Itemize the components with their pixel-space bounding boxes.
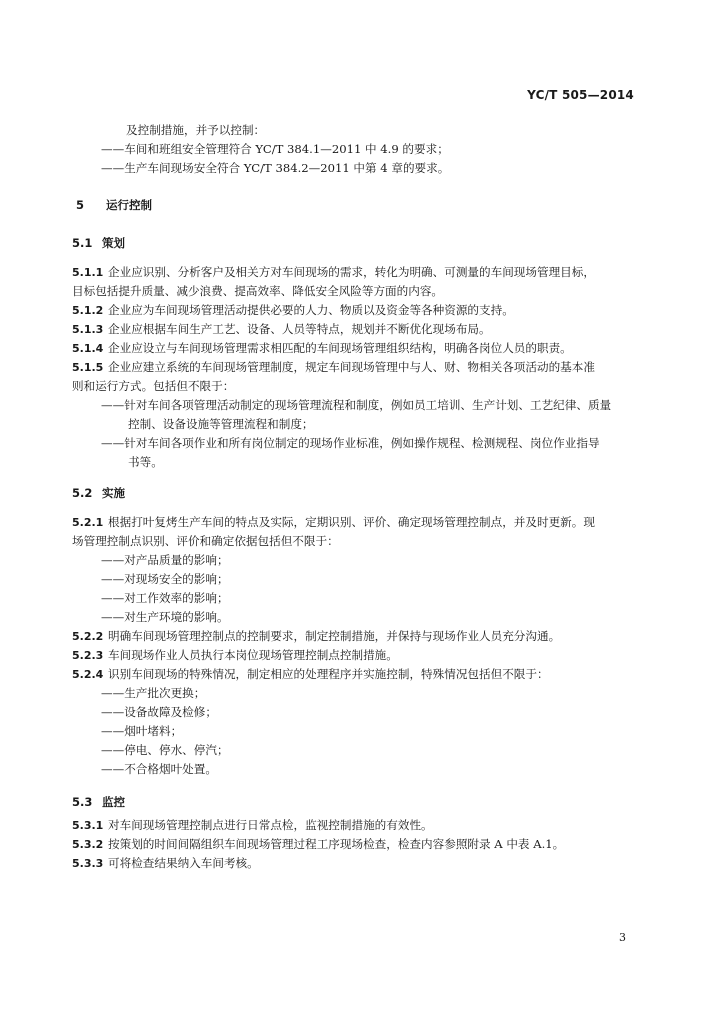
list-item: ——烟叶堵料； bbox=[101, 724, 183, 738]
clause-5-2-2 bbox=[72, 627, 634, 646]
clause-5-1-1 bbox=[72, 263, 634, 282]
intro-line: 及控制措施，并予以控制： bbox=[126, 123, 266, 137]
list-item: ——对生产环境的影响。 bbox=[101, 610, 229, 624]
clause-text: 明确车间现场管理控制点的控制要求，制定控制措施，并保持与现场作业人员充分沟通。 bbox=[108, 629, 561, 643]
clause-continuation: 场管理控制点识别、评价和确定依据包括但不限于： bbox=[72, 534, 339, 548]
clause-5-3-2 bbox=[72, 835, 634, 854]
clause-5-2-1 bbox=[72, 513, 634, 532]
section-5-2-heading bbox=[72, 484, 125, 503]
section-title: 策划 bbox=[102, 236, 125, 250]
section-title: 实施 bbox=[102, 486, 125, 500]
clause-number: 5.3.2 bbox=[72, 838, 104, 851]
clause-text: 可将检查结果纳入车间考核。 bbox=[108, 856, 259, 870]
page-number: 3 bbox=[619, 931, 626, 944]
clause-number: 5.1.3 bbox=[72, 323, 104, 336]
clause-number: 5.3.3 bbox=[72, 857, 104, 870]
list-item: ——对工作效率的影响； bbox=[101, 591, 229, 605]
clause-5-1-3 bbox=[72, 320, 634, 339]
section-5-3-heading bbox=[72, 793, 125, 812]
clause-5-3-3 bbox=[72, 854, 634, 873]
list-item: ——不合格烟叶处置。 bbox=[101, 762, 217, 776]
section-number: 5 bbox=[76, 198, 85, 212]
list-item: ——针对车间各项作业和所有岗位制定的现场作业标准，例如操作规程、检测规程、岗位作业指导 bbox=[101, 436, 600, 450]
section-5-1-heading bbox=[72, 234, 125, 253]
list-item-continuation: 控制、设备设施等管理流程和制度； bbox=[128, 417, 314, 431]
section-5-heading bbox=[76, 196, 152, 215]
clause-5-2-4 bbox=[72, 665, 634, 684]
clause-5-2-3 bbox=[72, 646, 634, 665]
clause-number: 5.2.2 bbox=[72, 630, 104, 643]
clause-text: 企业应根据车间生产工艺、设备、人员等特点，规划并不断优化现场布局。 bbox=[108, 322, 491, 336]
clause-text: 车间现场作业人员执行本岗位现场管理控制点控制措施。 bbox=[108, 648, 398, 662]
clause-continuation: 目标包括提升质量、减少浪费、提高效率、降低安全风险等方面的内容。 bbox=[72, 284, 444, 298]
clause-text: 对车间现场管理控制点进行日常点检，监视控制措施的有效性。 bbox=[108, 818, 433, 832]
clause-5-3-1 bbox=[72, 816, 634, 835]
intro-bullet: ——生产车间现场安全符合 YC/T 384.2—2011 中第 4 章的要求。 bbox=[101, 161, 450, 175]
list-item: ——生产批次更换； bbox=[101, 686, 206, 700]
clause-text: 企业应为车间现场管理活动提供必要的人力、物质以及资金等各种资源的支持。 bbox=[108, 303, 514, 317]
clause-text: 企业应设立与车间现场管理需求相匹配的车间现场管理组织结构，明确各岗位人员的职责。 bbox=[108, 341, 572, 355]
clause-number: 5.1.4 bbox=[72, 342, 104, 355]
clause-number: 5.2.4 bbox=[72, 668, 104, 681]
clause-number: 5.3.1 bbox=[72, 819, 104, 832]
list-item: ——对现场安全的影响； bbox=[101, 572, 229, 586]
section-title: 监控 bbox=[102, 795, 125, 809]
clause-text: 根据打叶复烤生产车间的特点及实际，定期识别、评价、确定现场管理控制点，并及时更新。现 bbox=[108, 515, 595, 529]
clause-5-1-4 bbox=[72, 339, 634, 358]
section-title: 运行控制 bbox=[106, 198, 152, 212]
clause-number: 5.2.1 bbox=[72, 516, 104, 529]
standard-code-header: YC/T 505—2014 bbox=[527, 88, 634, 102]
list-item: ——对产品质量的影响； bbox=[101, 553, 229, 567]
list-item: ——停电、停水、停汽； bbox=[101, 743, 229, 757]
clause-continuation: 则和运行方式。包括但不限于： bbox=[72, 379, 235, 393]
intro-bullet: ——车间和班组安全管理符合 YC/T 384.1—2011 中 4.9 的要求； bbox=[101, 142, 449, 156]
section-number: 5.3 bbox=[72, 795, 93, 809]
list-item: ——针对车间各项管理活动制定的现场管理流程和制度，例如员工培训、生产计划、工艺纪律、质量 bbox=[101, 398, 612, 412]
clause-5-1-2 bbox=[72, 301, 634, 320]
section-number: 5.2 bbox=[72, 486, 93, 500]
list-item-continuation: 书等。 bbox=[128, 455, 163, 469]
clause-number: 5.1.2 bbox=[72, 304, 104, 317]
clause-text: 企业应识别、分析客户及相关方对车间现场的需求，转化为明确、可测量的车间现场管理目标， bbox=[108, 265, 595, 279]
section-number: 5.1 bbox=[72, 236, 93, 250]
clause-number: 5.2.3 bbox=[72, 649, 104, 662]
clause-5-1-5 bbox=[72, 358, 634, 377]
list-item: ——设备故障及检修； bbox=[101, 705, 217, 719]
clause-text: 识别车间现场的特殊情况，制定相应的处理程序并实施控制，特殊情况包括但不限于： bbox=[108, 667, 549, 681]
clause-number: 5.1.5 bbox=[72, 361, 104, 374]
clause-number: 5.1.1 bbox=[72, 266, 104, 279]
clause-text: 企业应建立系统的车间现场管理制度，规定车间现场管理中与人、财、物相关各项活动的基本准 bbox=[108, 360, 595, 374]
clause-text: 按策划的时间间隔组织车间现场管理过程工序现场检查，检查内容参照附录 A 中表 A.1。 bbox=[108, 837, 565, 851]
document-body bbox=[72, 0, 634, 1024]
